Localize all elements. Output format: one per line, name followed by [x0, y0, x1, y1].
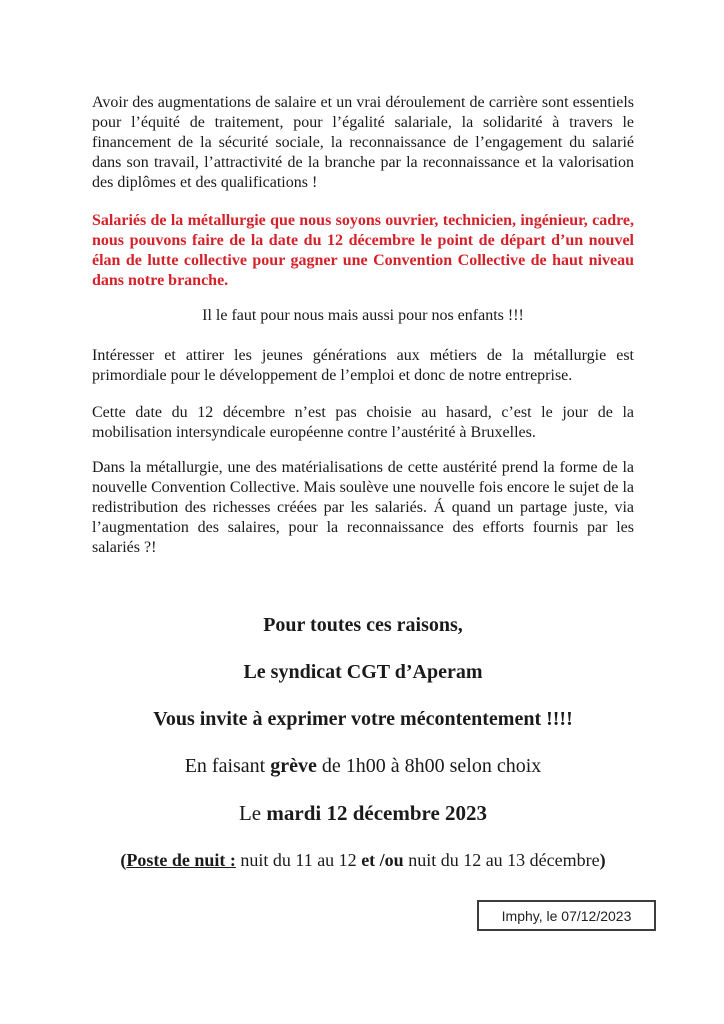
- night-open-paren: (: [120, 850, 127, 870]
- place-date-box: [477, 900, 656, 931]
- night-underlined-label: Poste de nuit :: [126, 850, 236, 870]
- line-children-appeal: Il le faut pour nous mais aussi pour nos enfants !!!: [202, 307, 524, 324]
- heading-reasons: Pour toutes ces raisons,: [263, 614, 463, 636]
- paragraph-youth-attract: Intéresser et attirer les jeunes générations aux métiers de la métallurgie est primordiale pour le développement de l’emploi et donc de notre entreprise.: [92, 347, 634, 384]
- night-close-paren: ): [599, 850, 606, 870]
- place-date-text: Imphy, le 07/12/2023: [501, 907, 632, 924]
- date-pre: Le: [238, 801, 267, 825]
- line-night-shift: [92, 847, 634, 873]
- paragraph-date-reason: Cette date du 12 décembre n’est pas choisie au hasard, c’est le jour de la mobilisation intersyndicale européenne contre l’austérité à Bruxelles.: [92, 404, 634, 441]
- paragraph-intro: Avoir des augmentations de salaire et un vrai déroulement de carrière sont essentiels pour l’équité de traitement, pour l’égalité salariale, la solidarité à travers le financement de la sécurité sociale, la reconnaissance de l’engagement du salarié dans son travail, l’attractivité de la branche par la reconnaissance et la valorisation des diplômes et des qualifications !: [92, 94, 634, 191]
- strike-pre: En faisant: [184, 755, 271, 777]
- heading-union: Le syndicat CGT d’Aperam: [243, 661, 483, 683]
- heading-invite: Vous invite à exprimer votre mécontentement !!!!: [153, 708, 573, 730]
- strike-bold: grève: [270, 755, 317, 777]
- line-strike-date: [92, 800, 634, 827]
- paragraph-austerity: Dans la métallurgie, une des matérialisations de cette austérité prend la forme de la nouvelle Convention Collective. Mais soulève une nouvelle fois encore le sujet de la redistribution des richesses créées par les salariés. Á quand un partage juste, via l’augmentation des salaires, pour la reconnaissance des efforts fournis par les salariés ?!: [92, 459, 634, 556]
- night-bold-andor: et /ou: [361, 850, 404, 870]
- night-end: nuit du 12 au 13 décembre: [403, 850, 600, 870]
- date-bold: mardi 12 décembre 2023: [266, 801, 488, 825]
- night-mid: nuit du 11 au 12: [235, 850, 362, 870]
- paragraph-red-appeal: Salariés de la métallurgie que nous soyons ouvrier, technicien, ingénieur, cadre, nous pouvons faire de la date du 12 décembre le point de départ d’un nouvel élan de lutte collective pour gagner une Convention Collective de haut niveau dans notre branche.: [92, 212, 634, 289]
- line-strike: [92, 753, 634, 779]
- strike-post: de 1h00 à 8h00 selon choix: [316, 755, 542, 777]
